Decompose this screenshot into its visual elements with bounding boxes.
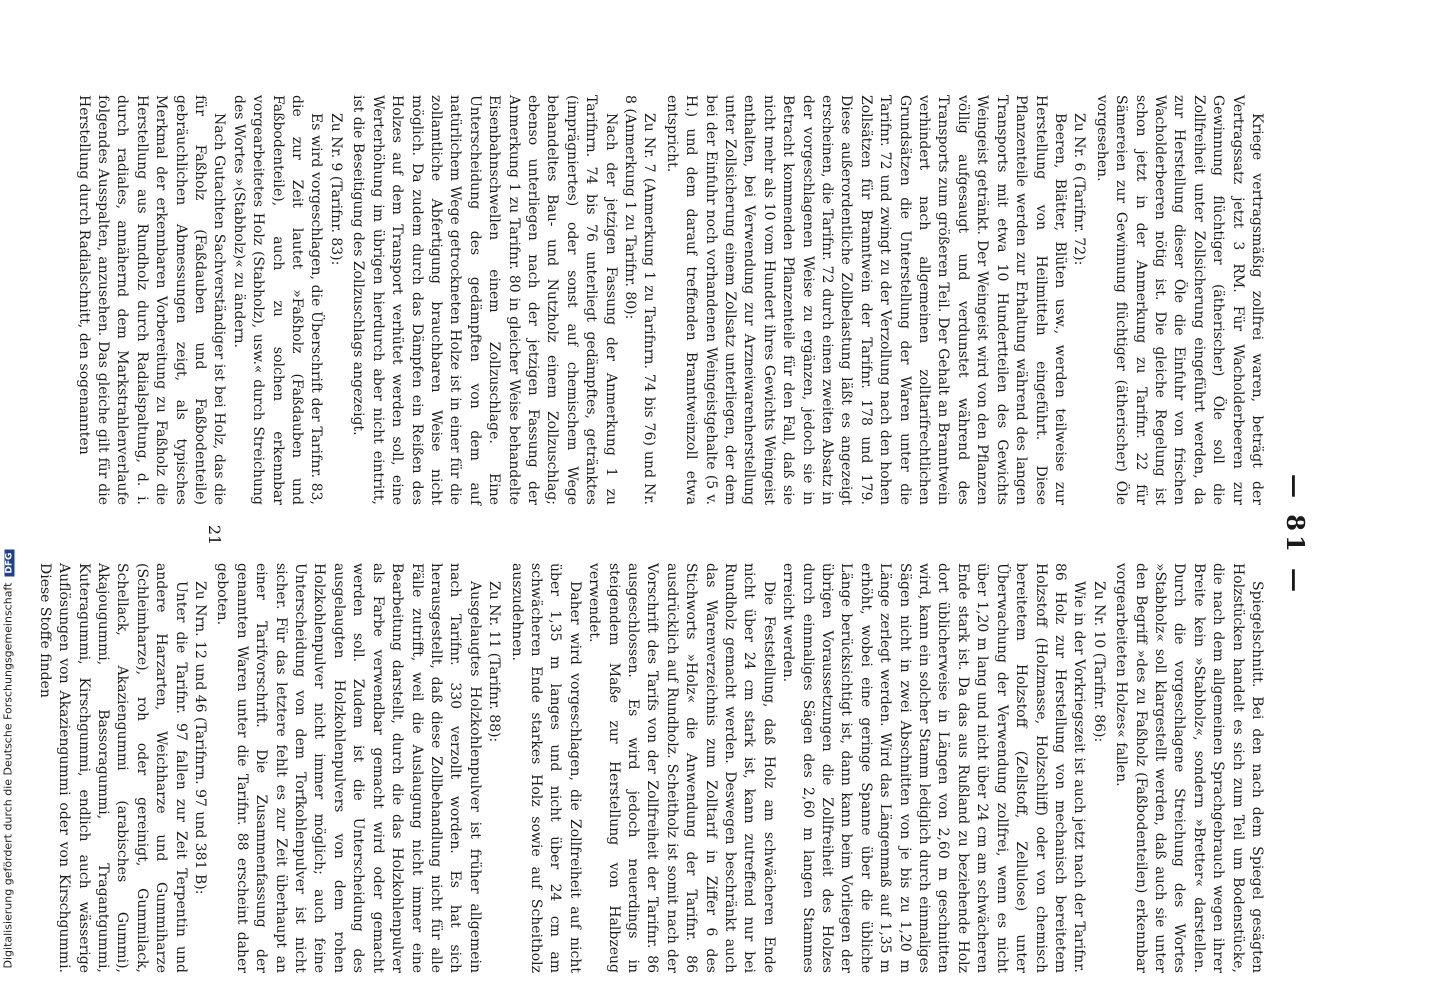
- rotated-page: [36, 95, 1314, 975]
- page-header: [1274, 95, 1314, 975]
- paragraph: Wie in der Vorkriegszeit ist auch jetzt nach der Tarifnr. 86 Holz zur Herstellung von mechanisch bereitetem Holzstoff (Holzmasse, Holzschliff) oder von chemisch bereitetem Holzstoff (Zellstoff, Zellulose) unter Überwachung der Verwendung zollfrei, wenn es nicht über 1,20 m lang und nicht über 24 cm am schwächeren Ende stark ist. Da das aus Rußland zu beziehende Holz dort üblicherweise in Längen von 2,60 m geschnitten wird, kann ein solcher Stamm lediglich durch einmaliges Sägen nicht in zwei Abschnitten von je bis zu 1,20 m Länge zerlegt werden. Wird das Längenmaß auf 1,35 m erhöht, wobei eine geringe Spanne über die übliche Länge berücksichtigt ist, dann kann beim Vorliegen der übrigen Voraussetzungen die Zollfreiheit des Holzes durch einmaliges Sägen des 2,60 m langen Stammes erreicht werden.: [780, 563, 1088, 973]
- paragraph: Nach der jetzigen Fassung der Anmerkung 1 zu Tarifnrn. 74 bis 76 unterliegt gedämpftes, getränktes (imprägniertes) oder sonst auf chemischem Wege behandeltes Bau- und Nutzholz einem Zollzuschlag; ebenso unterliegen nach der jetzigen Fassung der Anmerkung 1 zu Tarifnr. 80 in gleicher Weise behandelte Eisenbahnschwellen einem Zollzuschlage. Eine Unterscheidung des gedämpften von dem auf natürlichem Wege getrockneten Holze ist in einer für die zollamtliche Abfertigung brauchbaren Weise nicht möglich. Da zudem durch das Dämpfen ein Reißen des Holzes auf dem Transport verhütet werden soll, eine Werterhöhung im übrigen hierdurch aber nicht eintritt, ist die Beseitigung des Zollzuschlags angezeigt.: [350, 95, 619, 505]
- paragraph: Die Feststellung, daß Holz am schwächeren Ende nicht über 24 cm stark ist, kann zutreffend nur bei Rundholz gemacht werden. Deswegen beschränkt auch das Warenverzeichnis zum Zolltarif in Ziffer 6 des Stichworts »Holz« die Anwendung der Tarifnr. 86 ausdrücklich auf Rundholz. Scheitholz ist somit nach der Vorschrift des Tarifs von der Zollfreiheit der Tarifnr. 86 ausgeschlossen. Es wird jedoch neuerdings in steigendem Maße zur Herstellung von Halbzeug verwendet.: [586, 563, 777, 973]
- paragraph: Es wird vorgeschlagen, die Überschrift der Tarifnr. 83, die zur Zeit lautet »Faßholz (Faßdauben und Faßbodenteile), auch zu solchen erkennbar vorgearbeitetes Holz (Stabholz), usw.« durch Streichung des Wortes »(Stabholz)« zu ändern.: [230, 95, 325, 505]
- paragraph: Ausgelaugtes Holzkohlenpulver ist früher allgemein nach Tarifnr. 330 verzollt worden. Es hat sich herausgestellt, daß diese Zollbehandlung nicht für alle Fälle zutrifft, weil die Auslaugung nicht immer eine Bearbeitung darstellt, durch die das Holzkohlenpulver als Farbe verwendbar gemacht wird oder gemacht werden soll. Zudem ist die Unterscheidung des ausgelaugten Holzkohlenpulvers von dem rohen Holzkohlenpulver nicht immer möglich; auch feine Unterscheidung von dem Torfkohlenpulver ist nicht sicher. Für das letztere fehlt es zur Zeit überhaupt an einer Tarifvorschrift. Die Zusammenfassung der genannten Waren unter die Tarifnr. 88 erscheint daher geboten.: [214, 563, 483, 973]
- credit-text: Digitalisierung gefördert durch die Deutsche Forschungsgemeinschaft: [1, 582, 15, 969]
- dfg-logo: DFG: [5, 550, 15, 577]
- paragraph: Spiegelschnitt. Bei den nach dem Spiegel gesägten Holzstücken handelt es sich zum Teil um Bodenstücke, die nach dem allgemeinen Sprachgebrauch wegen ihrer Breite kein »Stabholz«, sondern »Bretter« darstellen. Durch die vorgeschlagene Streichung des Wortes »Stabholz« soll klargestellt werden, daß auch sie unter den Begriff »des zu Faßholz (Faßbodenteilen) erkennbar vorgearbeiteten Holzes« fallen.: [1113, 563, 1265, 973]
- paragraph: Unter die Tarifnr. 97 fallen zur Zeit Terpentin und andere Harzarten, Weichharze und Gummiharze (Schleimharze), roh oder gereinigt, Gummilack, Schellack, Akaziengummi (arabisches Gummi), Akajougummi, Bassoragummi, Tragantgummi, Kuteragummi, Kirschgummi, endlich auch wässerige Auflösungen von Akaziengummi oder von Kirschgummi. Diese Stoffe finden: [36, 563, 189, 973]
- left-column: [73, 95, 1266, 505]
- sheet-number: 21: [205, 524, 224, 546]
- section-heading: Zu Nr. 11 (Tarifnr. 88):: [486, 581, 503, 743]
- section-heading: Zu Nr. 6 (Tarifnr. 72):: [1071, 113, 1088, 266]
- section-heading: Zu Nr. 7 (Anmerkung 1 zu Tarifnrn. 74 bis 76) und Nr. 8 (Anmerkung 1 zu Tarifnr. 80):: [622, 95, 658, 505]
- paragraph: Daher wird vorgeschlagen, die Zollfreiheit auf nicht über 1,35 m langes und nicht über 24 cm am schwächeren Ende starkes Holz sowie auf Scheitholz auszudehnen.: [508, 563, 583, 973]
- page-number: — 81 —: [1281, 473, 1310, 597]
- digitization-credit: [2, 0, 15, 969]
- section-heading: Zu Nr. 10 (Tarifnr. 86):: [1090, 581, 1107, 743]
- paragraph: Nach Gutachten Sachverständiger ist bei Holz, das die für Faßholz (Faßdauben und Faßbodenteile) gebräuchlichen Abmessungen zeigt, als typisches Merkmal der erkennbaren Vorbereitung zu Faßholz die Herstellung aus Rundholz durch Radialspaltung, d. i. durch radiales, annähernd dem Markstrahlenverlaufe folgendes Ausspalten, anzusehen. Das gleiche gilt für die Herstellung durch Radialschnitt, den sogenannten: [75, 95, 228, 505]
- paragraph: Kriege vertragsmäßig zollfrei waren, beträgt der Vertragssatz jetzt 3 RM. Für Wacholderbeeren zur Gewinnung flüchtiger (ätherischer) Öle soll die Zollfreiheit unter Zollsicherung eingeführt werden, da zur Herstellung dieser Öle die Einfuhr von frischen Wacholderbeeren nötig ist. Die gleiche Regelung ist schon jetzt in der Anmerkung zu Tarifnr. 22 für Sämereien zur Gewinnung flüchtiger (ätherischer) Öle vorgesehen.: [1093, 95, 1265, 505]
- section-heading: Zu Nrn. 12 und 46 (Tarifnrn. 97 und 381 B):: [192, 581, 209, 895]
- section-heading: Zu Nr. 9 (Tarifnr. 83):: [327, 113, 344, 266]
- paragraph: Beeren, Blätter, Blüten usw., werden teilweise zur Herstellung von Heilmitteln eingeführt. Diese Pflanzenteile werden zur Erhaltung während des langen Transports mit etwa 10 Hundertteilen des Gewichts Weingeist getränkt. Der Weingeist wird von den Pflanzen völlig aufgesaugt und verdunstet während des Transports zum größeren Teil. Der Gehalt an Branntwein verhindert nach allgemeinen zolltarifrechtlichen Grundsätzen die Unterstellung der Waren unter die Tarifnr. 72 und zwingt zu der Verzollung nach den hohen Zollsätzen für Branntwein der Tarifnr. 178 und 179. Diese außerordentliche Zollbelastung läßt es angezeigt erscheinen, die Tarifnr. 72 durch einen zweiten Absatz in der vorgeschlagenen Weise zu ergänzen, jedoch sie in Betracht kommenden Pflanzenteile für den Fall, daß sie nicht mehr als 10 vom Hundert ihres Gewichts Weingeist enthalten, bei Verwendung zur Arzneiwarenherstellung unter Zollsicherung einem Zollsatz unterliegen, der dem bei der Einfuhr noch vorhandenen Weingeistgehalte (5 v. H.) und dem darauf treffenden Branntweinzoll etwa entspricht.: [663, 95, 1068, 505]
